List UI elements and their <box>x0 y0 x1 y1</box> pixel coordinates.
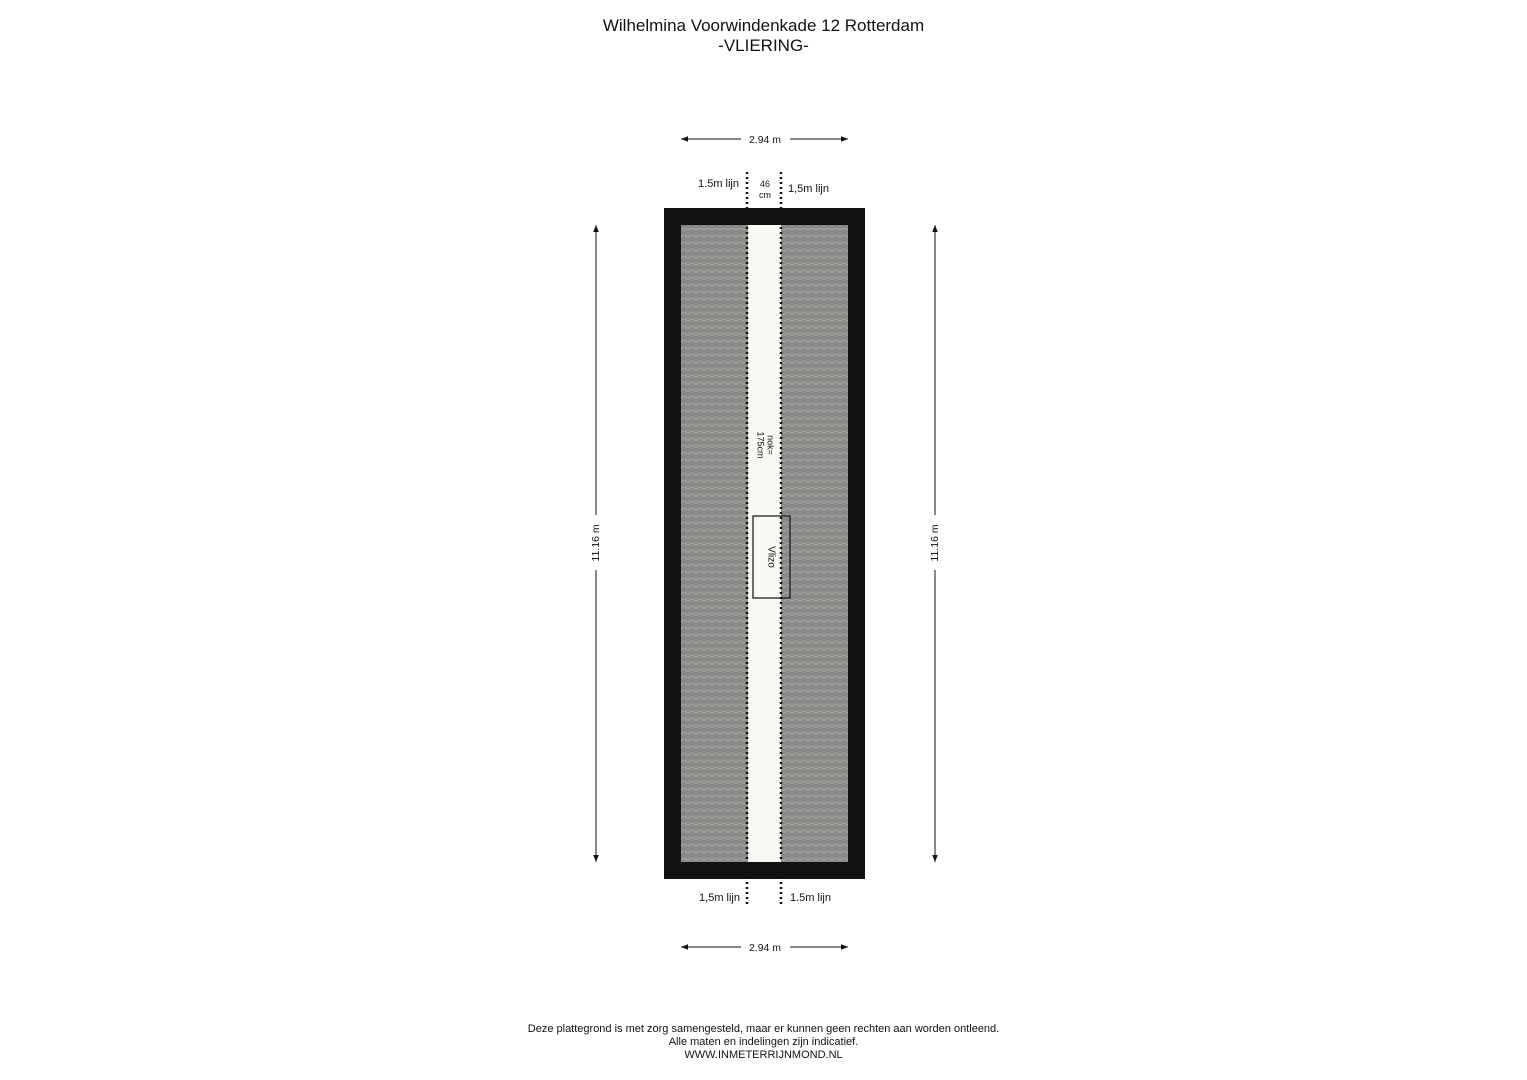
line-label-bottom-right: 1.5m lijn <box>790 892 831 904</box>
length-right-label: 11.16 m <box>928 524 941 562</box>
gap-unit: cm <box>759 190 771 200</box>
ridge-label: nok= <box>765 435 776 455</box>
roof-right <box>781 225 848 862</box>
line-label-bottom-left: 1,5m lijn <box>699 892 740 904</box>
website: WWW.INMETERRIJNMOND.NL <box>684 1049 843 1061</box>
gap-value: 46 <box>759 179 771 189</box>
plan-title: Wilhelmina Voorwindenkade 12 Rotterdam <box>602 16 925 35</box>
disclaimer-indicative: Alle maten en indelingen zijn indicatief. <box>668 1036 859 1048</box>
line-label-top-right: 1,5m lijn <box>788 183 829 195</box>
line-label-top-left: 1.5m lijn <box>698 178 739 190</box>
hatch-label: Vlizo <box>765 546 777 568</box>
disclaimer: Deze plattegrond is met zorg samengesteld, maar er kunnen geen rechten aan worden ontleend. <box>527 1023 1000 1035</box>
ridge-height: 175cm <box>755 431 766 459</box>
width-top-label: 2.94 m <box>748 134 782 146</box>
length-left-label: 11.16 m <box>589 524 602 562</box>
floor-name: -VLIERING- <box>718 36 809 55</box>
roof-left <box>681 225 748 862</box>
width-bottom-label: 2.94 m <box>748 942 782 954</box>
